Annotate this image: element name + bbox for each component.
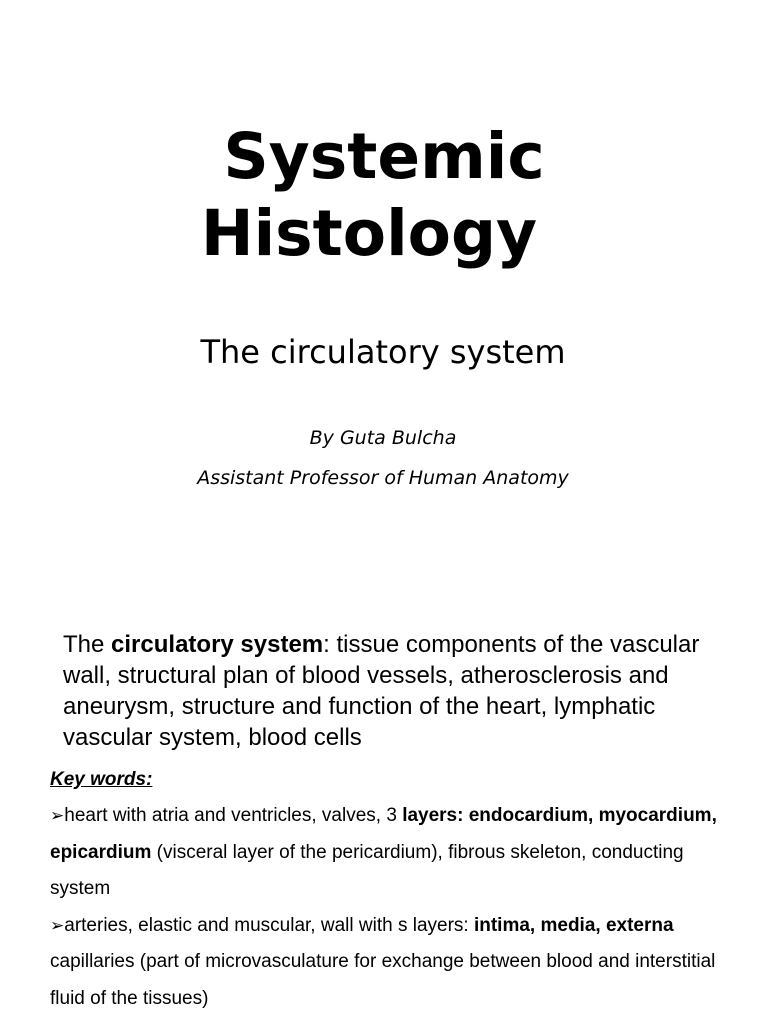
- author-name: By Guta Bulcha: [309, 427, 457, 449]
- keyword-text: capillaries (part of microvasculature for exchange between blood and interstitial fluid of the tissues): [50, 951, 716, 1009]
- summary-bold-term: circulatory system: [111, 631, 324, 658]
- summary-paragraph: [63, 629, 723, 753]
- author-position: Assistant Professor of Human Anatomy: [197, 467, 569, 489]
- keyword-bold: intima, media, externa: [473, 914, 674, 936]
- keyword-text: (visceral layer of the pericardium), fibrous skeleton, conducting system: [50, 841, 684, 899]
- title-line-1: Systemic: [223, 120, 545, 193]
- keyword-text: heart with atria and ventricles, valves, 3: [64, 805, 403, 826]
- keyword-bold: layers: endocardium, myocardium, epicardium: [50, 805, 717, 863]
- title-line-2: Histology: [200, 197, 538, 270]
- list-item: [50, 908, 740, 1018]
- page-title: [0, 118, 768, 272]
- summary-rest: : tissue components of the vascular wall, structural plan of blood vessels, atherosclerosis and aneurysm, structure and function of the heart, lymphatic vascular system, blood cells: [63, 631, 700, 751]
- keyword-text: arteries, elastic and muscular, wall with s layers:: [64, 914, 474, 936]
- arrow-bullet-icon: ➢: [50, 915, 65, 936]
- list-item: [50, 798, 740, 908]
- keywords-heading: Key words:: [50, 769, 153, 790]
- subtitle: The circulatory system: [200, 333, 566, 371]
- keywords-list: [50, 798, 740, 1017]
- arrow-bullet-icon: ➢: [50, 806, 65, 826]
- summary-prefix: The: [63, 631, 112, 658]
